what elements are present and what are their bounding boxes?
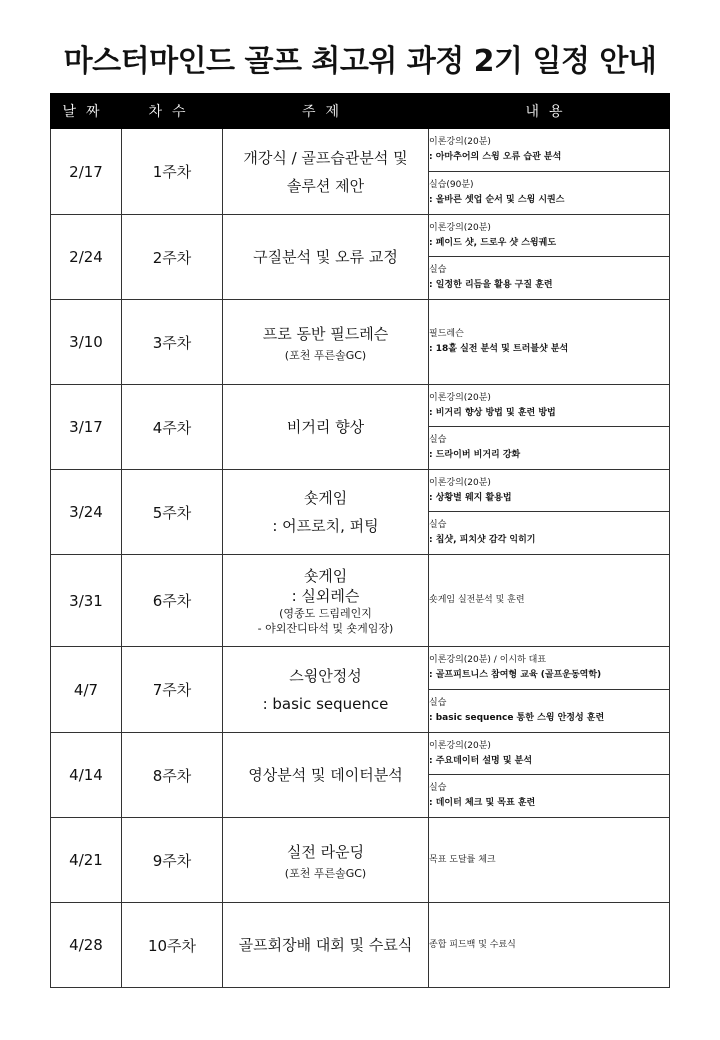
table-row — [51, 300, 670, 385]
date-cell: 4/28 — [51, 903, 122, 988]
content-cell — [429, 818, 670, 903]
topic-line: 영상분석 및 데이터분석 — [248, 766, 403, 784]
date-cell: 4/21 — [51, 818, 122, 903]
content-detail: : 상황별 웨지 활용법 — [429, 492, 512, 503]
content-heading: 이론강의(20분) — [429, 740, 491, 751]
content-detail: : 비거리 향상 방법 및 훈련 방법 — [429, 407, 556, 418]
topic-subline: (포천 푸른솔GC) — [284, 867, 367, 880]
content-cell — [429, 129, 670, 172]
content-cell — [429, 470, 670, 512]
content-cell — [429, 300, 670, 385]
topic-line: 구질분석 및 오류 교정 — [253, 248, 398, 266]
topic-cell — [223, 215, 429, 300]
date-cell: 4/7 — [51, 647, 122, 733]
week-cell: 1주차 — [122, 129, 223, 215]
content-heading: 이론강의(20분) — [429, 392, 491, 403]
topic-cell — [223, 129, 429, 215]
content-detail: : 18홀 실전 분석 및 트러블샷 분석 — [429, 344, 569, 354]
week-cell: 10주차 — [122, 903, 223, 988]
content-cell — [429, 215, 670, 257]
topic-subline: (영종도 드림레인지 — [279, 606, 372, 620]
week-cell: 2주차 — [122, 215, 223, 300]
content-heading: 목표 도달률 체크 — [429, 854, 496, 865]
topic-line: 비거리 향상 — [286, 418, 365, 436]
table-row — [51, 818, 670, 903]
content-heading: 종합 피드백 및 수료식 — [429, 939, 516, 950]
topic-cell — [223, 733, 429, 818]
content-detail: : 골프피트니스 참여형 교육 (골프운동역학) — [429, 670, 602, 680]
week-cell: 6주차 — [122, 555, 223, 647]
topic-cell — [223, 470, 429, 555]
content-detail: : 페이드 샷, 드로우 샷 스윙궤도 — [429, 237, 557, 248]
topic-cell — [223, 903, 429, 988]
content-cell — [429, 690, 670, 733]
content-cell — [429, 555, 670, 647]
date-cell: 3/31 — [51, 555, 122, 647]
content-cell — [429, 512, 670, 555]
topic-cell — [223, 818, 429, 903]
date-cell: 3/10 — [51, 300, 122, 385]
topic-subline: - 야외잔디타석 및 숏게임장) — [257, 621, 394, 635]
schedule-table — [50, 93, 670, 988]
topic-line: 개강식 / 골프습관분석 및 — [243, 148, 408, 167]
table-row — [51, 733, 670, 775]
content-detail: : 아마추어의 스윙 오류 습관 분석 — [429, 152, 562, 162]
date-cell: 3/24 — [51, 470, 122, 555]
content-detail: : 칩샷, 피치샷 감각 익히기 — [429, 535, 536, 545]
topic-subline: (포천 푸른솔GC) — [284, 349, 367, 362]
topic-line: 숏게임 — [303, 489, 348, 507]
content-detail: : 올바른 셋업 순서 및 스윙 시퀀스 — [429, 195, 565, 205]
header-topic: 주제 — [223, 94, 429, 129]
content-heading: 숏게임 실전분석 및 훈련 — [429, 595, 525, 605]
table-row — [51, 215, 670, 257]
topic-line: 골프회장배 대회 및 수료식 — [238, 936, 413, 954]
topic-line: : 실외레슨 — [291, 586, 360, 605]
week-cell: 5주차 — [122, 470, 223, 555]
table-row — [51, 385, 670, 427]
table-row — [51, 555, 670, 647]
week-cell: 3주차 — [122, 300, 223, 385]
content-cell — [429, 775, 670, 818]
content-detail: : basic sequence 통한 스윙 안정성 훈련 — [429, 713, 605, 723]
date-cell: 4/14 — [51, 733, 122, 818]
content-heading: 이론강의(20분) — [429, 222, 491, 233]
content-cell — [429, 733, 670, 775]
content-detail: : 일정한 리듬을 활용 구질 훈련 — [429, 280, 553, 290]
header-row — [51, 94, 670, 129]
topic-cell — [223, 647, 429, 733]
topic-line: : basic sequence — [262, 694, 389, 713]
content-heading: 필드레슨 — [429, 329, 464, 339]
week-cell: 7주차 — [122, 647, 223, 733]
topic-line: 스윙안정성 — [289, 666, 362, 685]
content-heading: 이론강의(20분) / 이시하 대표 — [429, 655, 547, 665]
page-title: 마스터마인드 골프 최고위 과정 2기 일정 안내 — [63, 44, 657, 79]
content-heading: 실습(90분) — [429, 180, 474, 190]
content-detail: : 주요데이터 설명 및 분석 — [429, 755, 533, 766]
header-week: 차수 — [122, 94, 223, 129]
topic-line: 솔루션 제안 — [286, 176, 365, 195]
content-heading: 이론강의(20분) — [429, 137, 491, 147]
content-cell — [429, 647, 670, 690]
content-cell — [429, 903, 670, 988]
content-heading: 실습 — [429, 435, 447, 445]
header-date: 날짜 — [51, 94, 122, 129]
week-cell: 9주차 — [122, 818, 223, 903]
content-heading: 실습 — [429, 783, 447, 793]
date-cell: 2/17 — [51, 129, 122, 215]
topic-cell — [223, 555, 429, 647]
table-row — [51, 647, 670, 690]
week-cell: 8주차 — [122, 733, 223, 818]
table-row — [51, 129, 670, 172]
table-row — [51, 903, 670, 988]
date-cell: 3/17 — [51, 385, 122, 470]
content-heading: 이론강의(20분) — [429, 477, 491, 488]
header-content: 내용 — [429, 94, 670, 129]
content-cell — [429, 385, 670, 427]
content-heading: 실습 — [429, 698, 447, 708]
topic-cell — [223, 385, 429, 470]
topic-line: : 어프로치, 퍼팅 — [272, 517, 379, 535]
content-cell — [429, 172, 670, 215]
date-cell: 2/24 — [51, 215, 122, 300]
content-heading: 실습 — [429, 265, 447, 275]
topic-line: 숏게임 — [303, 566, 348, 585]
table-row — [51, 470, 670, 512]
topic-cell — [223, 300, 429, 385]
topic-line: 프로 동반 필드레슨 — [262, 325, 389, 343]
week-cell: 4주차 — [122, 385, 223, 470]
content-cell — [429, 257, 670, 300]
content-detail: : 데이터 체크 및 목표 훈련 — [429, 798, 536, 808]
topic-line: 실전 라운딩 — [286, 843, 365, 861]
content-detail: : 드라이버 비거리 강화 — [429, 450, 521, 460]
content-cell — [429, 427, 670, 470]
content-heading: 실습 — [429, 520, 447, 530]
